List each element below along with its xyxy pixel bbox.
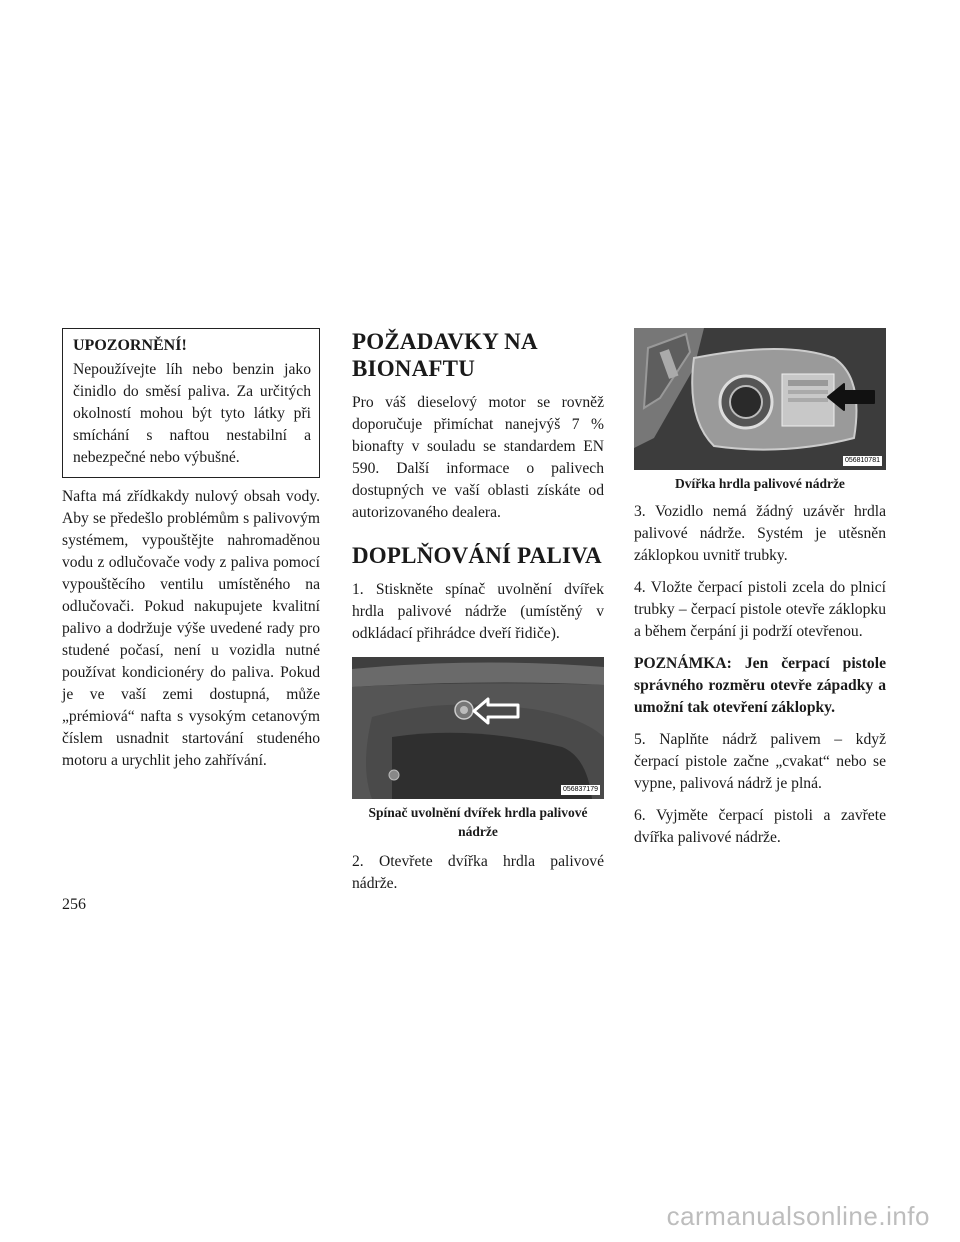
door-panel-illustration [352, 657, 604, 799]
biodiesel-paragraph: Pro váš dieselový motor se rovněž doporučuje přimíchat nanejvýš 7 % bionafty v souladu se standardem EN 590. Další informace o palivech dostupných ve vaší oblasti získáte od autorizovaného dealera. [352, 394, 604, 521]
warning-box [62, 328, 320, 478]
column-middle [352, 328, 604, 895]
step-2: 2. Otevřete dvířka hrdla palivové nádrže. [352, 853, 604, 892]
release-switch-figure [352, 657, 604, 799]
warning-title: UPOZORNĚNÍ! [73, 337, 187, 354]
figure-caption: Spínač uvolnění dvířek hrdla palivové nádrže [368, 805, 588, 839]
column-left [62, 328, 320, 772]
fuel-door-figure [634, 328, 886, 470]
figure-code: 056837179 [562, 786, 598, 793]
step-1: 1. Stiskněte spínač uvolnění dvířek hrdla palivové nádrže (umístěný v odkládací přihrádce dveří řidiče). [352, 581, 604, 642]
step-3: 3. Vozidlo nemá žádný uzávěr hrdla palivové nádrže. Systém je utěsněn záklopkou uvnitř trubky. [634, 503, 886, 564]
step-4: 4. Vložte čerpací pistoli zcela do plnicí trubky – čerpací pistole otevře záklopku a během čerpání ji podrží otevřenou. [634, 579, 886, 640]
warning-text: Nepoužívejte líh nebo benzin jako činidlo do směsí paliva. Za určitých okolností mohou být tyto látky při smíchání s naftou nestabilní a nebezpečné nebo výbušné. [73, 361, 311, 466]
watermark: carmanualsonline.info [666, 1201, 930, 1231]
heading-biodiesel: POŽADAVKY NA BIONAFTU [352, 329, 537, 381]
figure-code: 056810781 [844, 457, 880, 464]
heading-refueling: DOPLŇOVÁNÍ PALIVA [352, 543, 602, 568]
water-content-paragraph: Nafta má zřídkakdy nulový obsah vody. Aby se předešlo problémům s palivovým systémem, vypouštějte nahromaděnou vodu z odlučovače vody z paliva pomocí vypouštěcího ventilu umístěného na odlučovači. Pokud nakupujete kvalitní palivo a dodržuje výše uvedené rady pro studené počasí, není u vozidla nutné používat kondicionéry do paliva. Pokud je ve vaší zemi dostupná, může „prémiová“ nafta s vysokým cetanovým číslem usnadnit startování studeného motoru a urychlit jeho zahřívání. [62, 488, 320, 769]
arrow-icon [472, 697, 522, 725]
column-right [634, 328, 886, 849]
page-number: 256 [62, 896, 86, 913]
step-5: 5. Naplňte nádrž palivem – když čerpací pistole začne „cvakat“ nebo se vypne, palivová nádrž je plná. [634, 731, 886, 792]
figure-caption: Dvířka hrdla palivové nádrže [675, 476, 845, 491]
step-6: 6. Vyjměte čerpací pistoli a zavřete dvířka palivové nádrže. [634, 807, 886, 846]
arrow-icon [826, 382, 878, 412]
note-paragraph: POZNÁMKA: Jen čerpací pistole správného rozměru otevře západky a umožní tak otevření záklopky. [634, 655, 886, 716]
